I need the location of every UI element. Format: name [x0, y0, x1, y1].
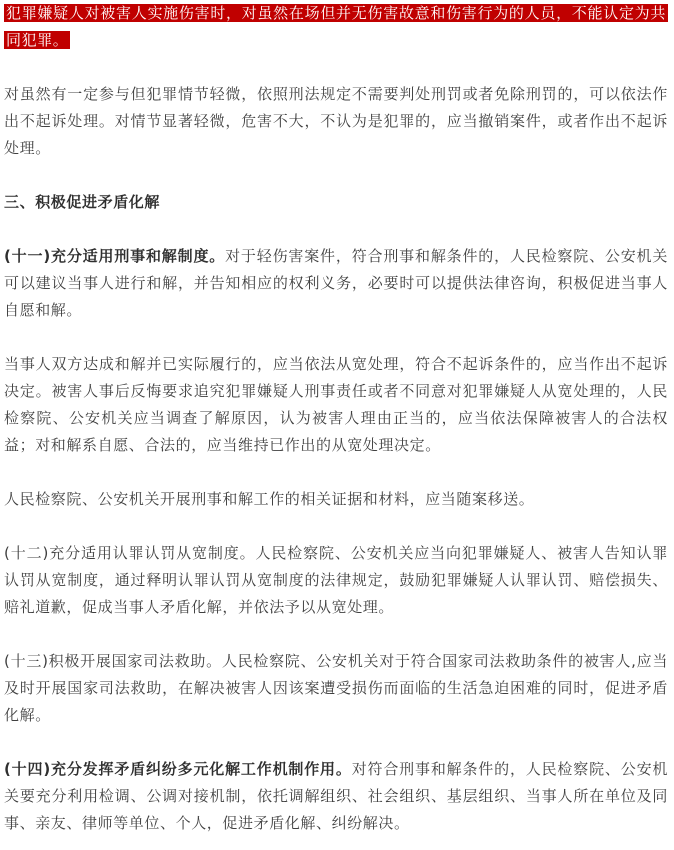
- paragraph-judicial-aid: (十三)积极开展国家司法救助。人民检察院、公安机关对于符合国家司法救助条件的被害人,应当及时开展国家司法救助，在解决被害人因该案遭受损伤而面临的生活急迫困难的同时，促进矛盾化解。: [4, 652, 668, 724]
- paragraph-gap: [4, 513, 668, 540]
- highlighted-text: 犯罪嫌疑人对被害人实施伤害时，对虽然在场但并无伤害故意和伤害行为的人员，不能认定为共同犯罪。: [6, 4, 666, 49]
- paragraph-gap: [4, 162, 668, 189]
- paragraph-gap: [4, 621, 668, 648]
- paragraph-gap: [4, 54, 668, 81]
- paragraph-not-prosecute: 对虽然有一定参与但犯罪情节轻微，依照刑法规定不需要判处刑罚或者免除刑罚的，可以依法作出不起诉处理。对情节显著轻微，危害不大，不认为是犯罪的，应当撤销案件，或者作出不起诉处理。: [4, 85, 668, 157]
- paragraph-reconciliation-fulfilled: 当事人双方达成和解并已实际履行的，应当依法从宽处理，符合不起诉条件的，应当作出不起诉决定。被害人事后反悔要求追究犯罪嫌疑人刑事责任或者不同意对犯罪嫌疑人从宽处理的，人民检察院、公安机关应当调查了解原因，认为被害人理由正当的，应当依法保障被害人的合法权益；对和解系自愿、合法的，应当维持已作出的从宽处理决定。: [4, 355, 668, 454]
- highlighted-paragraph: [4, 0, 668, 54]
- section-heading: 三、积极促进矛盾化解: [4, 193, 161, 211]
- paragraph-gap: [4, 459, 668, 486]
- paragraph-gap: [4, 324, 668, 351]
- paragraph-plea-leniency: (十二)充分适用认罪认罚从宽制度。人民检察院、公安机关应当向犯罪嫌疑人、被害人告知认罪认罚从宽制度，通过释明认罪认罚从宽制度的法律规定，鼓励犯罪嫌疑人认罪认罚、赔偿损失、赔礼道歉，促成当事人矛盾化解，并依法予以从宽处理。: [4, 544, 668, 616]
- clause-body-14: 对符合刑事和解条件的，人民检察院、公安机关要充分利用检调、公调对接机制，依托调解组织、社会组织、基层组织、当事人所在单位及同事、亲友、律师等单位、个人，促进矛盾化解、纠纷解决。: [4, 760, 668, 832]
- paragraph-evidence-transfer: 人民检察院、公安机关开展刑事和解工作的相关证据和材料，应当随案移送。: [4, 490, 535, 508]
- paragraph-dispute-resolution: [4, 756, 668, 837]
- paragraph-gap: [4, 729, 668, 756]
- clause-title-11: (十一)充分适用刑事和解制度。: [4, 247, 226, 265]
- clause-body-11: 对于轻伤害案件，符合刑事和解条件的，人民检察院、公安机关可以建议当事人进行和解，并告知相应的权利义务，必要时可以提供法律咨询，积极促进当事人自愿和解。: [4, 247, 668, 319]
- paragraph-criminal-reconciliation: [4, 243, 668, 324]
- paragraph-gap: [4, 216, 668, 243]
- clause-title-14: (十四)充分发挥矛盾纠纷多元化解工作机制作用。: [4, 760, 352, 778]
